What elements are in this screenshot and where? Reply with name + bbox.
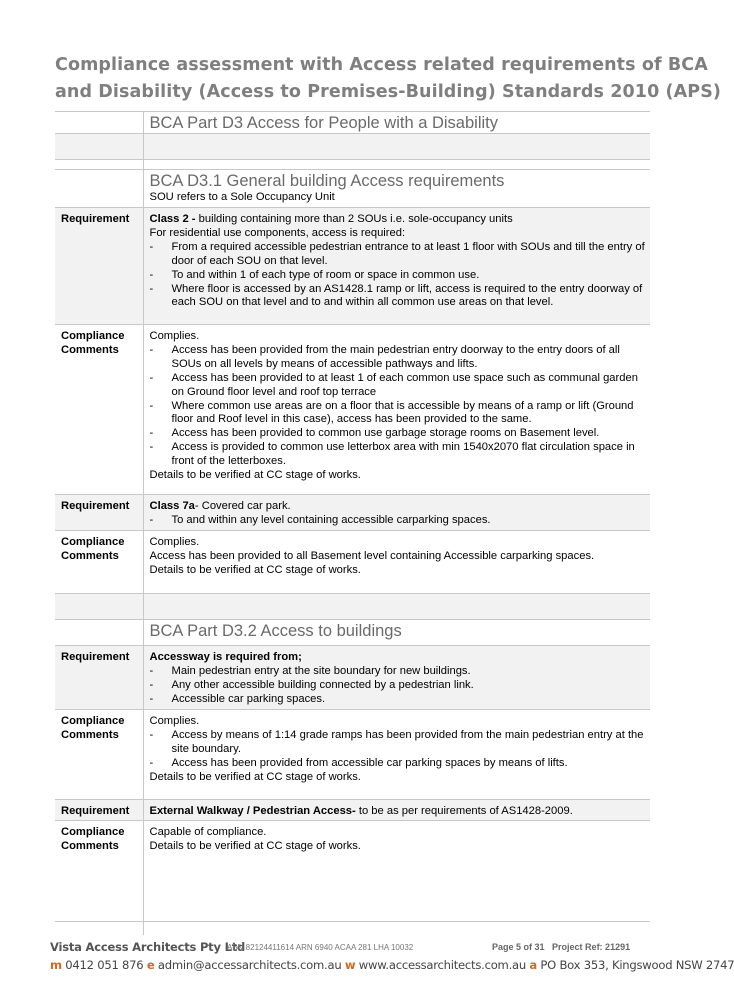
compliance-label: Compliance Comments <box>55 821 143 935</box>
compliance-label: Compliance Comments <box>55 710 143 800</box>
empty-label-cell <box>55 112 143 134</box>
email-key: e <box>146 958 155 972</box>
footer-divider <box>55 921 650 922</box>
email-link[interactable]: admin@accessarchitects.com.au <box>157 958 342 972</box>
website-link[interactable]: www.accessarchitects.com.au <box>358 958 526 972</box>
part-heading: BCA Part D3 Access for People with a Disability <box>149 114 498 132</box>
requirement-cell <box>143 646 650 710</box>
class-heading: Class 7a <box>149 500 195 512</box>
compliance-cell <box>143 710 650 800</box>
list-item: - Access has been provided to at least 1 of each common use space such as communal garden on Ground floor level and roof top terrace <box>150 372 647 400</box>
requirement-cell <box>143 208 650 325</box>
list-item: - To and within any level containing accessible carparking spaces. <box>150 514 647 528</box>
mobile-key: m <box>50 958 62 972</box>
compliance-note: Details to be verified at CC stage of works. <box>149 469 361 482</box>
website-key: w <box>344 958 356 972</box>
compliance-cell <box>143 821 650 935</box>
title-line-2: and Disability (Access to Premises-Building) Standards 2010 (APS) <box>55 82 722 102</box>
compliance-table <box>55 111 650 935</box>
compliance-note: Details to be verified at CC stage of works. <box>149 839 361 852</box>
requirement-heading: Accessway is required from; <box>149 651 302 663</box>
registration-numbers: ABN 82124411614 ARN 6940 ACAA 281 LHA 10032 <box>227 943 414 952</box>
requirement-label: Requirement <box>55 495 143 531</box>
compliance-status: Complies. <box>149 715 200 727</box>
compliance-detail: Access has been provided to all Basement level containing Accessible carparking spaces. <box>149 549 595 562</box>
requirement-label: Requirement <box>55 800 143 821</box>
compliance-note: Details to be verified at CC stage of works. <box>149 770 361 783</box>
requirement-intro: For residential use components, access is required: <box>149 226 406 239</box>
compliance-cell <box>143 325 650 495</box>
requirement-cell <box>143 495 650 531</box>
class-description: building containing more than 2 SOUs i.e. sole-occupancy units <box>195 213 513 225</box>
d32-heading-cell <box>143 620 650 646</box>
list-item: - Access has been provided from accessible car parking spaces by means of lifts. <box>150 757 647 771</box>
requirement-label: Requirement <box>55 208 143 325</box>
section-subtitle: SOU refers to a Sole Occupancy Unit <box>149 191 335 203</box>
compliance-status: Complies. <box>149 330 200 342</box>
section-heading: BCA D3.1 General building Access requirements <box>149 172 505 190</box>
address-key: a <box>529 958 537 972</box>
list-item: - Main pedestrian entry at the site boundary for new buildings. <box>150 665 647 679</box>
requirement-cell <box>143 800 650 821</box>
postal-address: PO Box 353, Kingswood NSW 2747 <box>540 958 734 972</box>
d31-heading-cell <box>143 170 650 208</box>
empty-label-cell <box>55 620 143 646</box>
compliance-label: Compliance Comments <box>55 531 143 594</box>
list-item: - Where common use areas are on a floor that is accessible by means of a ramp or lift (Ground floor and Roof level in this case), access has been provided to the same. <box>150 400 647 428</box>
footer-top-row <box>50 940 650 956</box>
list-item: - To and within 1 of each type of room or space in common use. <box>150 269 647 283</box>
firm-name: Vista Access Architects Pty Ltd <box>50 940 246 954</box>
page-info <box>492 942 630 952</box>
compliance-label: Compliance Comments <box>55 325 143 495</box>
mobile-number: 0412 051 876 <box>65 958 144 972</box>
requirement-heading: External Walkway / Pedestrian Access- <box>149 805 356 817</box>
section-heading: BCA Part D3.2 Access to buildings <box>149 622 402 640</box>
requirement-description: to be as per requirements of AS1428-2009. <box>355 805 573 817</box>
empty-label-cell <box>55 170 143 208</box>
compliance-cell <box>143 531 650 594</box>
part-heading-cell <box>143 112 650 134</box>
class-heading: Class 2 - <box>149 213 196 225</box>
list-item: - Access by means of 1:14 grade ramps has been provided from the main pedestrian entry at the site boundary. <box>150 729 647 757</box>
title-line-1: Compliance assessment with Access related requirements of BCA <box>55 55 708 75</box>
compliance-status: Complies. <box>149 536 200 548</box>
project-ref: Project Ref: 21291 <box>552 942 631 952</box>
footer-contact-row <box>50 958 734 972</box>
list-item: - Access has been provided from the main pedestrian entry doorway to the entry doors of all SOUs on all levels by means of accessible pathways and lifts. <box>150 344 647 372</box>
list-item: - Where floor is accessed by an AS1428.1 ramp or lift, access is required to the entry doorway of each SOU on that level and to and within all common use areas on that level. <box>150 283 647 311</box>
document-title <box>55 52 722 106</box>
page-number: Page 5 of 31 <box>492 942 545 952</box>
requirement-label: Requirement <box>55 646 143 710</box>
list-item: - Any other accessible building connected by a pedestrian link. <box>150 679 647 693</box>
list-item: - Access has been provided to common use garbage storage rooms on Basement level. <box>150 427 647 441</box>
compliance-status: Capable of compliance. <box>149 826 267 838</box>
compliance-note: Details to be verified at CC stage of works. <box>149 563 361 576</box>
list-item: - From a required accessible pedestrian entrance to at least 1 floor with SOUs and till the entry of door of each SOU on that level. <box>150 241 647 269</box>
class-description: - Covered car park. <box>194 500 291 512</box>
list-item: - Accessible car parking spaces. <box>150 693 647 707</box>
list-item: - Access is provided to common use letterbox area with min 1540x2070 flat circulation space in front of the letterboxes. <box>150 441 647 469</box>
